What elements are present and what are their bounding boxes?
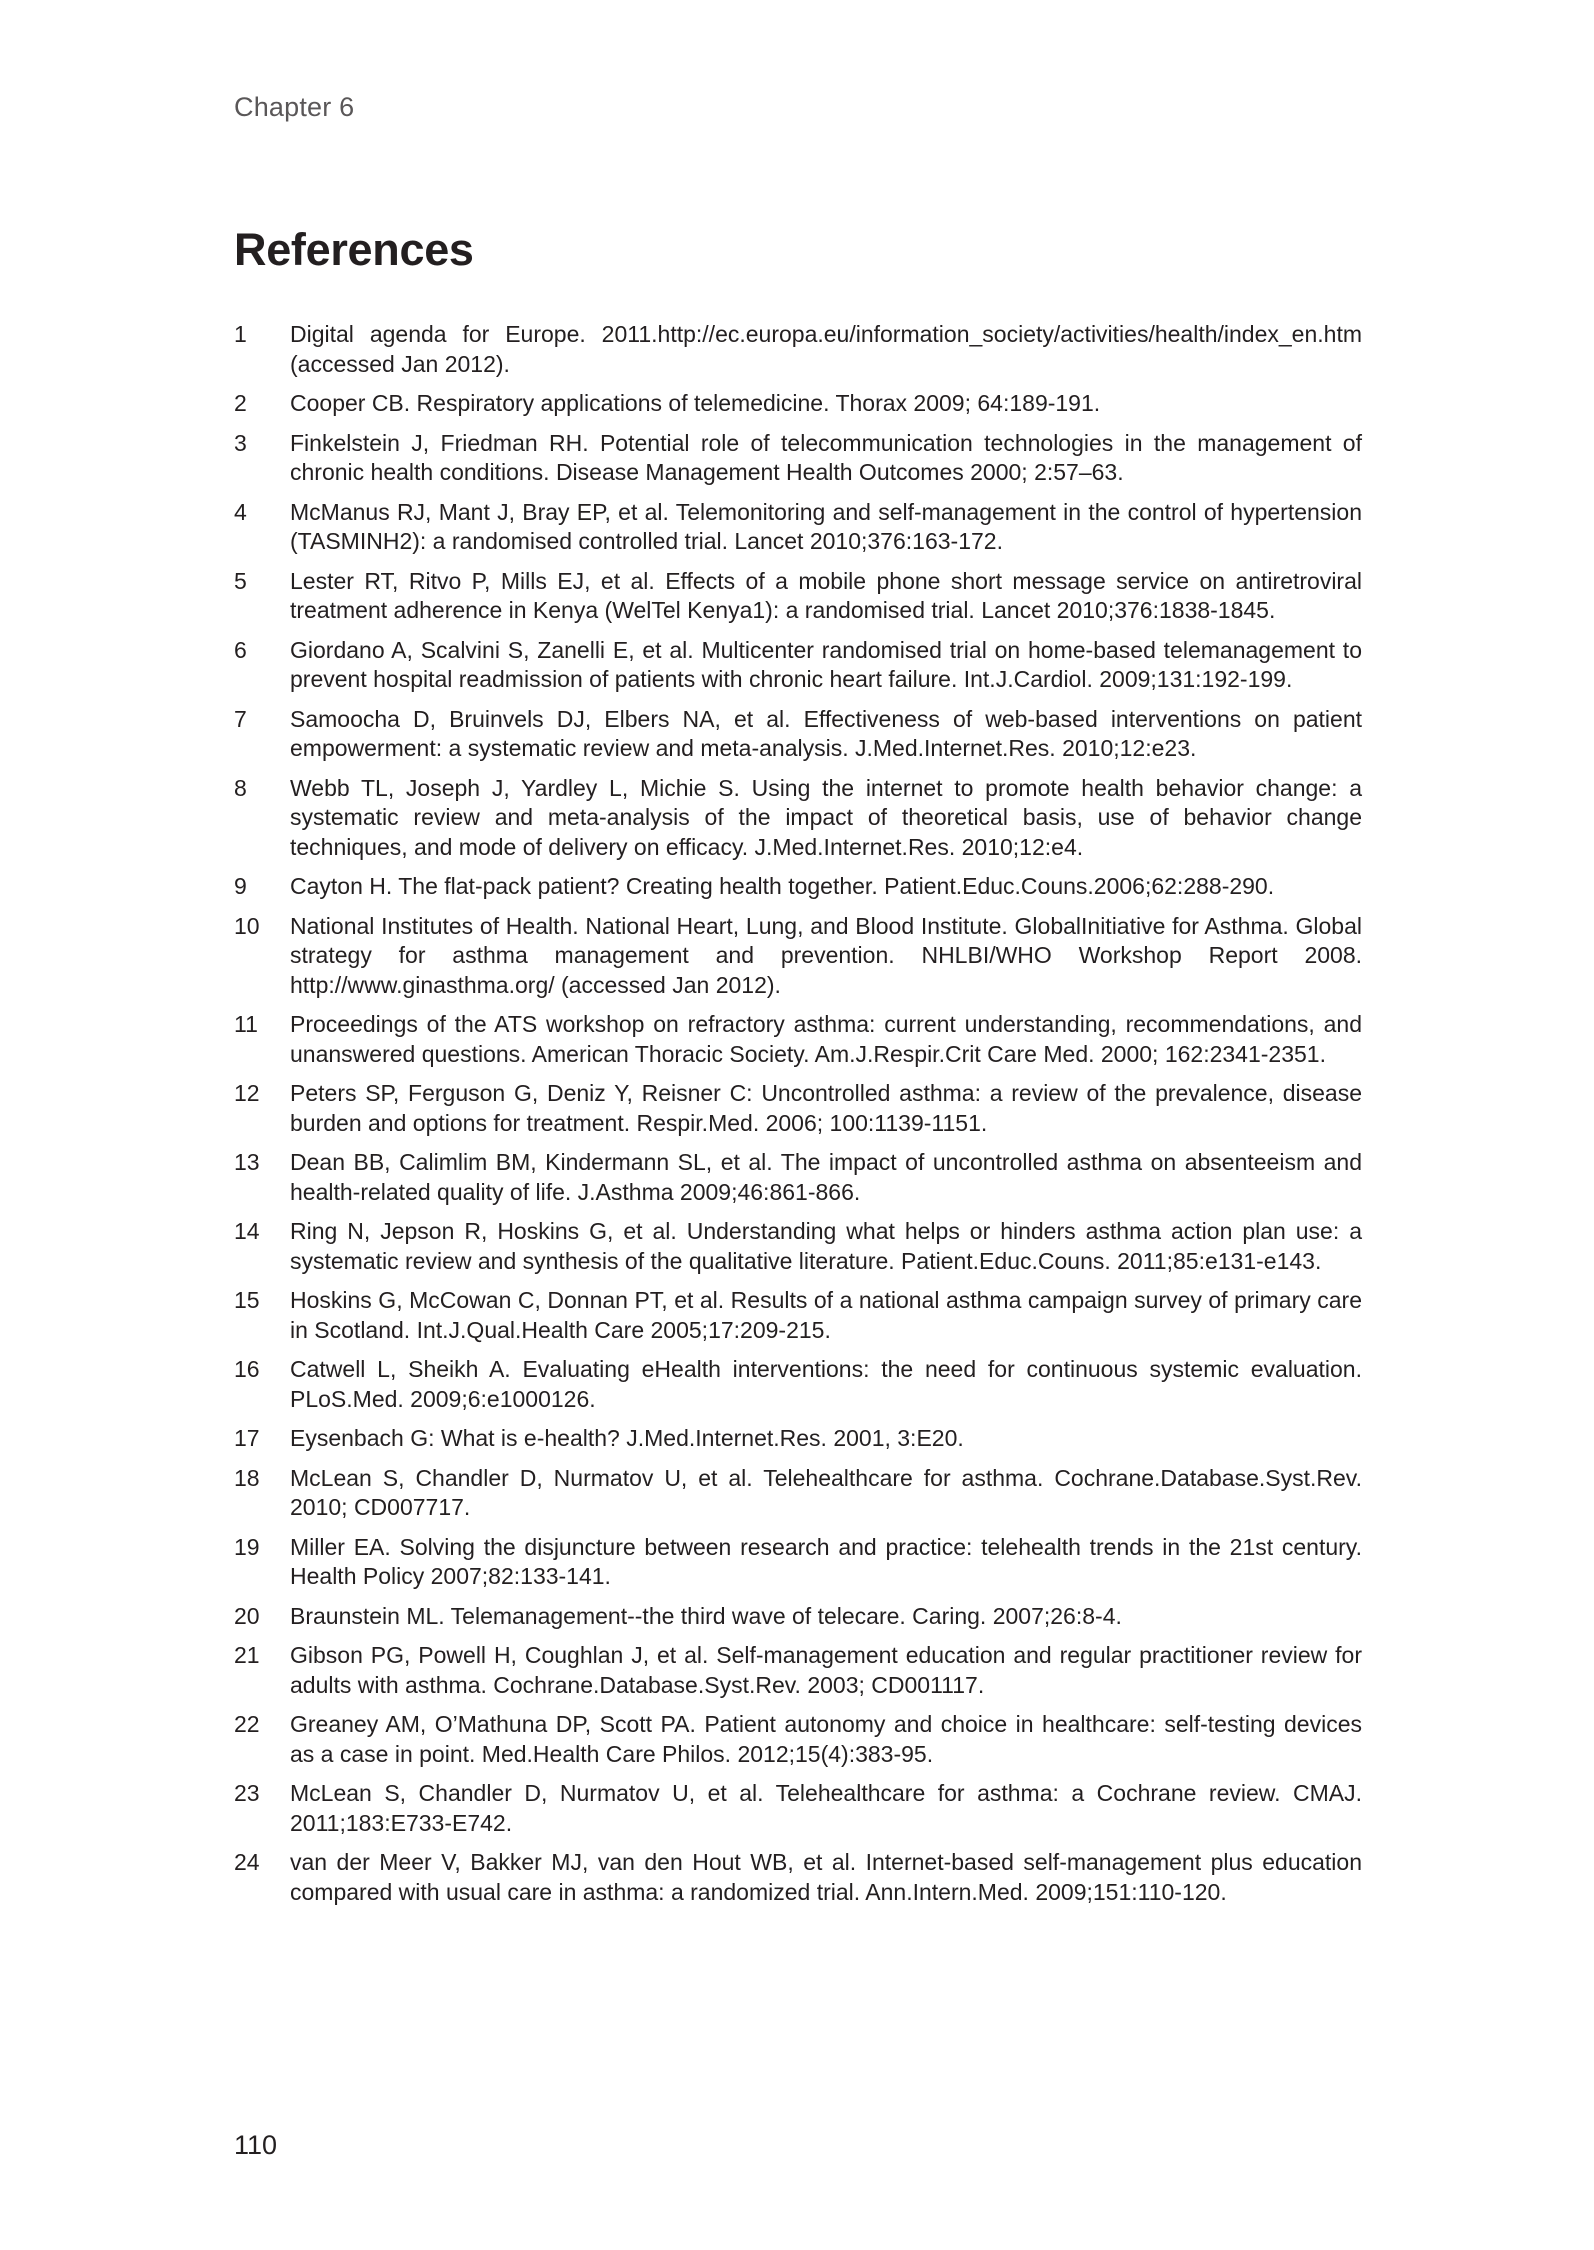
reference-item (234, 320, 1362, 379)
reference-text: Eysenbach G: What is e-health? J.Med.Internet.Res. 2001, 3:E20. (290, 1425, 964, 1451)
reference-text: Hoskins G, McCowan C, Donnan PT, et al. Results of a national asthma campaign survey of primary care in Scotland. Int.J.Qual.Health Care 2005;17:209-215. (290, 1287, 1362, 1343)
reference-number: 8 (234, 774, 247, 801)
reference-item (234, 1010, 1362, 1069)
reference-text: Greaney AM, O’Mathuna DP, Scott PA. Patient autonomy and choice in healthcare: self-testing devices as a case in point. Med.Health Care Philos. 2012;15(4):383-95. (290, 1711, 1362, 1767)
reference-number: 4 (234, 498, 247, 525)
reference-text: Dean BB, Calimlim BM, Kindermann SL, et al. The impact of uncontrolled asthma on absenteeism and health-related quality of life. J.Asthma 2009;46:861-866. (290, 1149, 1362, 1205)
reference-text: Webb TL, Joseph J, Yardley L, Michie S. Using the internet to promote health behavior change: a systematic review and meta-analysis of the impact of theoretical basis, use of behavior change techniques, and mode of delivery on efficacy. J.Med.Internet.Res. 2010;12:e4. (290, 774, 1362, 860)
page-title: References (234, 224, 474, 275)
reference-number: 14 (234, 1218, 260, 1244)
reference-text: Catwell L, Sheikh A. Evaluating eHealth interventions: the need for continuous systemic evaluation. PLoS.Med. 2009;6:e1000126. (290, 1356, 1362, 1412)
reference-item (234, 429, 1362, 488)
reference-text: Gibson PG, Powell H, Coughlan J, et al. Self-management education and regular practitioner review for adults with asthma. Cochrane.Database.Syst.Rev. 2003; CD001117. (290, 1642, 1362, 1698)
reference-text: National Institutes of Health. National Heart, Lung, and Blood Institute. GlobalInitiative for Asthma. Global strategy for asthma management and prevention. NHLBI/WHO Workshop Report 2008. http://www.ginasthma.org/ (accessed Jan 2012). (290, 912, 1362, 998)
reference-number: 9 (234, 873, 247, 899)
reference-text: van der Meer V, Bakker MJ, van den Hout WB, et al. Internet-based self-management plus education compared with usual care in asthma: a randomized trial. Ann.Intern.Med. 2009;151:110-120. (290, 1849, 1362, 1905)
reference-item (234, 1533, 1362, 1592)
reference-text: McLean S, Chandler D, Nurmatov U, et al. Telehealthcare for asthma. Cochrane.Database.Syst.Rev. 2010; CD007717. (290, 1464, 1362, 1520)
reference-text: Proceedings of the ATS workshop on refractory asthma: current understanding, recommendations, and unanswered questions. American Thoracic Society. Am.J.Respir.Crit Care Med. 2000; 162:2341-2351. (290, 1011, 1362, 1067)
reference-text: Braunstein ML. Telemanagement--the third wave of telecare. Caring. 2007;26:8-4. (290, 1602, 1122, 1629)
reference-text: McManus RJ, Mant J, Bray EP, et al. Telemonitoring and self-management in the control of hypertension (TASMINH2): a randomised controlled trial. Lancet 2010;376:163-172. (290, 498, 1362, 554)
reference-text: Digital agenda for Europe. 2011.http://ec.europa.eu/information_society/activities/health/index_en.htm (accessed Jan 2012). (290, 321, 1362, 377)
reference-number: 5 (234, 567, 247, 594)
reference-list (234, 320, 1362, 1917)
reference-item (234, 498, 1362, 557)
reference-item (234, 1641, 1362, 1700)
reference-item (234, 1710, 1362, 1769)
reference-number: 16 (234, 1356, 260, 1382)
reference-number: 13 (234, 1149, 260, 1175)
reference-item (234, 705, 1362, 764)
reference-item (234, 912, 1362, 1001)
running-head-chapter: Chapter 6 (234, 92, 355, 122)
reference-text: Ring N, Jepson R, Hoskins G, et al. Understanding what helps or hinders asthma action plan use: a systematic review and synthesis of the qualitative literature. Patient.Educ.Couns. 2011;85:e131-e143. (290, 1218, 1362, 1274)
reference-number: 22 (234, 1711, 260, 1737)
reference-text: Peters SP, Ferguson G, Deniz Y, Reisner C: Uncontrolled asthma: a review of the prevalence, disease burden and options for treatment. Respir.Med. 2006; 100:1139-1151. (290, 1080, 1362, 1136)
reference-number: 17 (234, 1425, 260, 1451)
reference-text: Miller EA. Solving the disjuncture between research and practice: telehealth trends in the 21st century. Health Policy 2007;82:133-141. (290, 1533, 1362, 1589)
reference-item (234, 1848, 1362, 1907)
reference-item (234, 1602, 1362, 1632)
reference-item (234, 872, 1362, 902)
reference-number: 7 (234, 705, 247, 732)
reference-item (234, 1424, 1362, 1454)
reference-item (234, 1079, 1362, 1138)
reference-number: 21 (234, 1642, 260, 1668)
reference-text: Lester RT, Ritvo P, Mills EJ, et al. Effects of a mobile phone short message service on antiretroviral treatment adherence in Kenya (WelTel Kenya1): a randomised trial. Lancet 2010;376:1838-1845. (290, 567, 1362, 623)
reference-text: Cayton H. The flat-pack patient? Creating health together. Patient.Educ.Couns.2006;62:288-290. (290, 873, 1275, 899)
reference-text: Finkelstein J, Friedman RH. Potential role of telecommunication technologies in the management of chronic health conditions. Disease Management Health Outcomes 2000; 2:57–63. (290, 429, 1362, 485)
reference-text: Giordano A, Scalvini S, Zanelli E, et al. Multicenter randomised trial on home-based telemanagement to prevent hospital readmission of patients with chronic heart failure. Int.J.Cardiol. 2009;131:192-199. (290, 636, 1362, 692)
reference-text: McLean S, Chandler D, Nurmatov U, et al. Telehealthcare for asthma: a Cochrane review. CMAJ. 2011;183:E733-E742. (290, 1780, 1362, 1836)
reference-number: 2 (234, 390, 247, 416)
reference-number: 20 (234, 1602, 260, 1629)
reference-number: 12 (234, 1080, 260, 1106)
reference-number: 6 (234, 636, 247, 663)
reference-number: 23 (234, 1780, 260, 1806)
reference-text: Samoocha D, Bruinvels DJ, Elbers NA, et al. Effectiveness of web-based interventions on patient empowerment: a systematic review and meta-analysis. J.Med.Internet.Res. 2010;12:e23. (290, 705, 1362, 761)
reference-number: 24 (234, 1849, 260, 1875)
reference-number: 3 (234, 429, 247, 456)
reference-item (234, 774, 1362, 863)
reference-number: 11 (234, 1011, 258, 1037)
page-number: 110 (234, 2130, 278, 2160)
reference-item (234, 1464, 1362, 1523)
reference-item (234, 567, 1362, 626)
reference-number: 15 (234, 1287, 260, 1313)
reference-number: 1 (234, 321, 247, 347)
reference-item (234, 1148, 1362, 1207)
reference-item (234, 389, 1362, 419)
reference-item (234, 1779, 1362, 1838)
reference-number: 10 (234, 912, 260, 939)
reference-number: 18 (234, 1464, 260, 1491)
reference-item (234, 636, 1362, 695)
reference-text: Cooper CB. Respiratory applications of telemedicine. Thorax 2009; 64:189-191. (290, 390, 1101, 416)
reference-number: 19 (234, 1533, 260, 1560)
reference-item (234, 1355, 1362, 1414)
reference-item (234, 1286, 1362, 1345)
reference-item (234, 1217, 1362, 1276)
